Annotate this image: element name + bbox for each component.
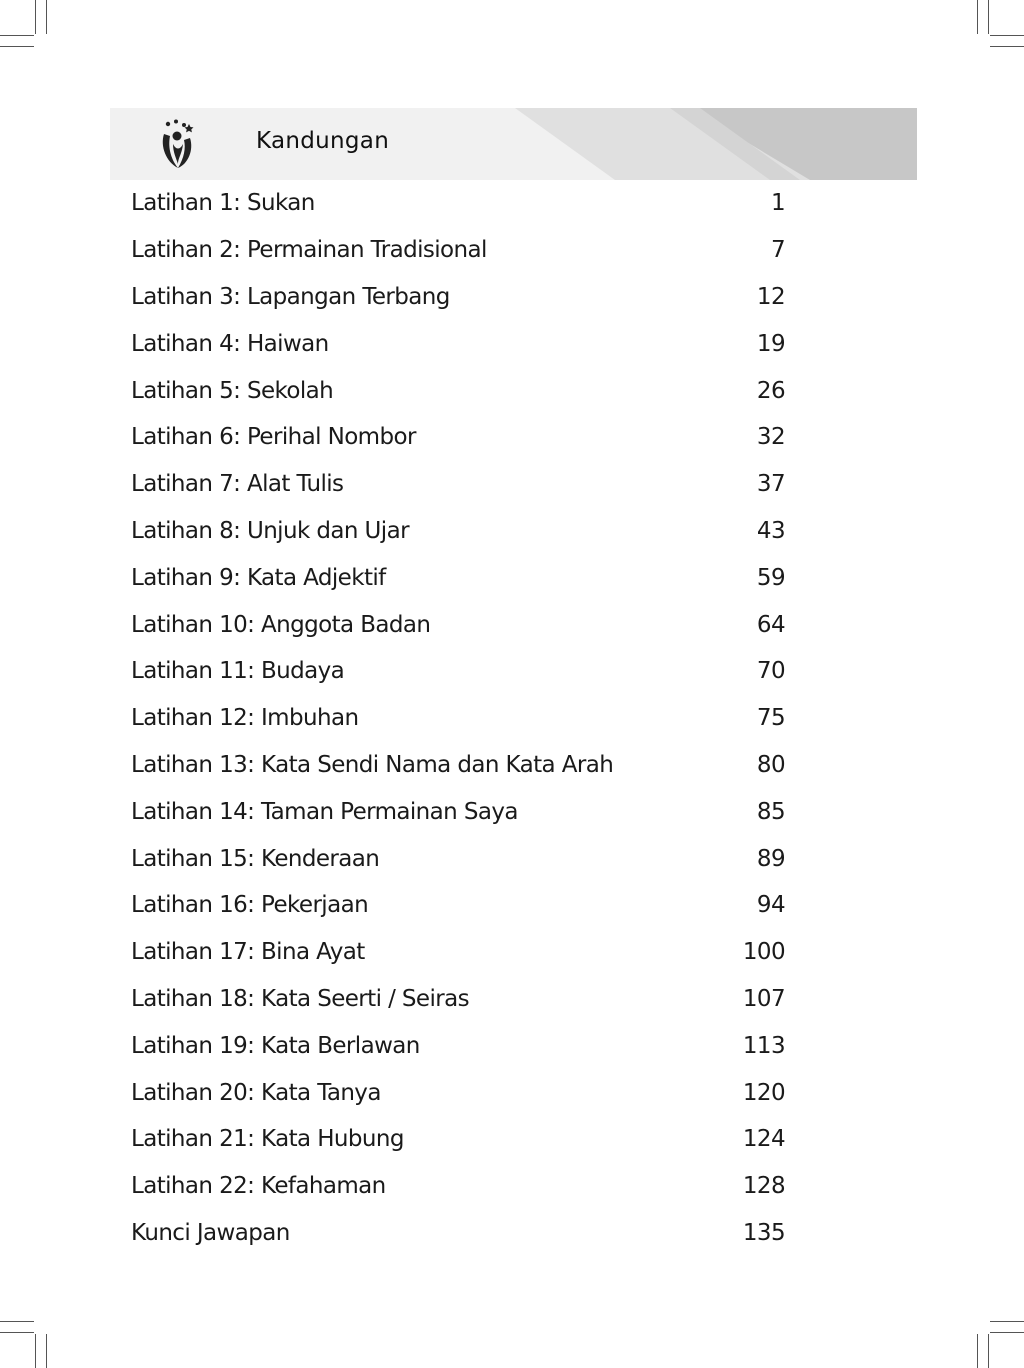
star-figure-icon <box>156 118 200 172</box>
toc-entry[interactable] <box>131 227 791 274</box>
toc-entry-title: Latihan 11: Budaya <box>131 658 345 685</box>
toc-entry[interactable] <box>131 1069 791 1116</box>
crop-mark <box>46 0 47 34</box>
crop-mark <box>35 0 36 34</box>
toc-entry-title: Latihan 8: Unjuk dan Ujar <box>131 517 409 544</box>
toc-entry-page: 135 <box>742 1219 785 1246</box>
toc-entry[interactable] <box>131 788 791 835</box>
crop-mark <box>988 0 989 34</box>
toc-entry-title: Latihan 16: Pekerjaan <box>131 892 369 919</box>
crop-mark <box>990 1321 1024 1322</box>
toc-entry-page: 37 <box>756 471 785 498</box>
page-title: Kandungan <box>256 128 390 154</box>
crop-mark <box>990 1332 1024 1333</box>
toc-entry-page: 113 <box>742 1032 785 1059</box>
crop-mark <box>0 46 34 47</box>
toc-entry-page: 120 <box>742 1079 785 1106</box>
crop-mark <box>0 1321 34 1322</box>
toc-entry-page: 19 <box>756 330 785 357</box>
toc-entry-answer-key[interactable] <box>131 1210 791 1257</box>
toc-entry-page: 32 <box>756 424 785 451</box>
toc-entry-title: Latihan 17: Bina Ayat <box>131 939 365 966</box>
toc-entry-page: 7 <box>770 237 785 264</box>
toc-entry[interactable] <box>131 367 791 414</box>
toc-entry-title: Latihan 5: Sekolah <box>131 377 334 404</box>
toc-entry-page: 85 <box>756 798 785 825</box>
toc-entry-page: 107 <box>742 985 785 1012</box>
crop-mark <box>977 0 978 34</box>
toc-entry-title: Kunci Jawapan <box>131 1219 290 1246</box>
toc-entry-page: 26 <box>756 377 785 404</box>
toc-entry[interactable] <box>131 554 791 601</box>
toc-entry-title: Latihan 6: Perihal Nombor <box>131 424 416 451</box>
toc-entry-page: 75 <box>756 705 785 732</box>
crop-mark <box>990 46 1024 47</box>
toc-entry[interactable] <box>131 695 791 742</box>
table-of-contents <box>131 180 791 1256</box>
toc-entry[interactable] <box>131 742 791 789</box>
toc-entry-title: Latihan 21: Kata Hubung <box>131 1126 404 1153</box>
toc-entry-title: Latihan 2: Permainan Tradisional <box>131 237 487 264</box>
toc-entry-title: Latihan 4: Haiwan <box>131 330 329 357</box>
toc-entry-title: Latihan 20: Kata Tanya <box>131 1079 381 1106</box>
toc-entry-page: 70 <box>756 658 785 685</box>
toc-entry-page: 124 <box>742 1126 785 1153</box>
toc-entry-title: Latihan 15: Kenderaan <box>131 845 380 872</box>
crop-mark <box>0 1332 34 1333</box>
toc-entry[interactable] <box>131 508 791 555</box>
toc-entry-title: Latihan 12: Imbuhan <box>131 705 359 732</box>
contents-header <box>110 108 917 180</box>
toc-entry-page: 89 <box>756 845 785 872</box>
toc-entry[interactable] <box>131 180 791 227</box>
toc-entry[interactable] <box>131 601 791 648</box>
toc-entry[interactable] <box>131 648 791 695</box>
toc-entry-page: 128 <box>742 1173 785 1200</box>
toc-entry-page: 59 <box>756 564 785 591</box>
crop-mark <box>0 35 34 36</box>
toc-entry-title: Latihan 3: Lapangan Terbang <box>131 283 450 310</box>
toc-entry[interactable] <box>131 274 791 321</box>
toc-entry[interactable] <box>131 882 791 929</box>
crop-mark <box>990 35 1024 36</box>
toc-entry-title: Latihan 1: Sukan <box>131 190 315 217</box>
toc-entry-page: 100 <box>742 939 785 966</box>
toc-entry[interactable] <box>131 414 791 461</box>
toc-entry[interactable] <box>131 1163 791 1210</box>
toc-entry[interactable] <box>131 929 791 976</box>
toc-entry[interactable] <box>131 1116 791 1163</box>
toc-entry[interactable] <box>131 461 791 508</box>
toc-entry-title: Latihan 14: Taman Permainan Saya <box>131 798 518 825</box>
toc-entry-title: Latihan 18: Kata Seerti / Seiras <box>131 985 470 1012</box>
toc-entry-title: Latihan 22: Kefahaman <box>131 1173 386 1200</box>
toc-entry-page: 94 <box>756 892 785 919</box>
crop-mark <box>988 1334 989 1368</box>
toc-entry-page: 1 <box>770 190 785 217</box>
crop-mark <box>35 1334 36 1368</box>
toc-entry[interactable] <box>131 835 791 882</box>
toc-entry[interactable] <box>131 1022 791 1069</box>
toc-entry[interactable] <box>131 320 791 367</box>
toc-entry-page: 80 <box>756 751 785 778</box>
crop-mark <box>977 1334 978 1368</box>
toc-entry-page: 43 <box>756 517 785 544</box>
header-stripes <box>110 108 917 180</box>
toc-entry-page: 12 <box>756 283 785 310</box>
toc-entry-title: Latihan 19: Kata Berlawan <box>131 1032 420 1059</box>
toc-entry-page: 64 <box>756 611 785 638</box>
toc-entry-title: Latihan 9: Kata Adjektif <box>131 564 386 591</box>
toc-entry-title: Latihan 13: Kata Sendi Nama dan Kata Arah <box>131 751 614 778</box>
toc-entry-title: Latihan 10: Anggota Badan <box>131 611 431 638</box>
crop-mark <box>46 1334 47 1368</box>
toc-entry-title: Latihan 7: Alat Tulis <box>131 471 344 498</box>
toc-entry[interactable] <box>131 976 791 1023</box>
